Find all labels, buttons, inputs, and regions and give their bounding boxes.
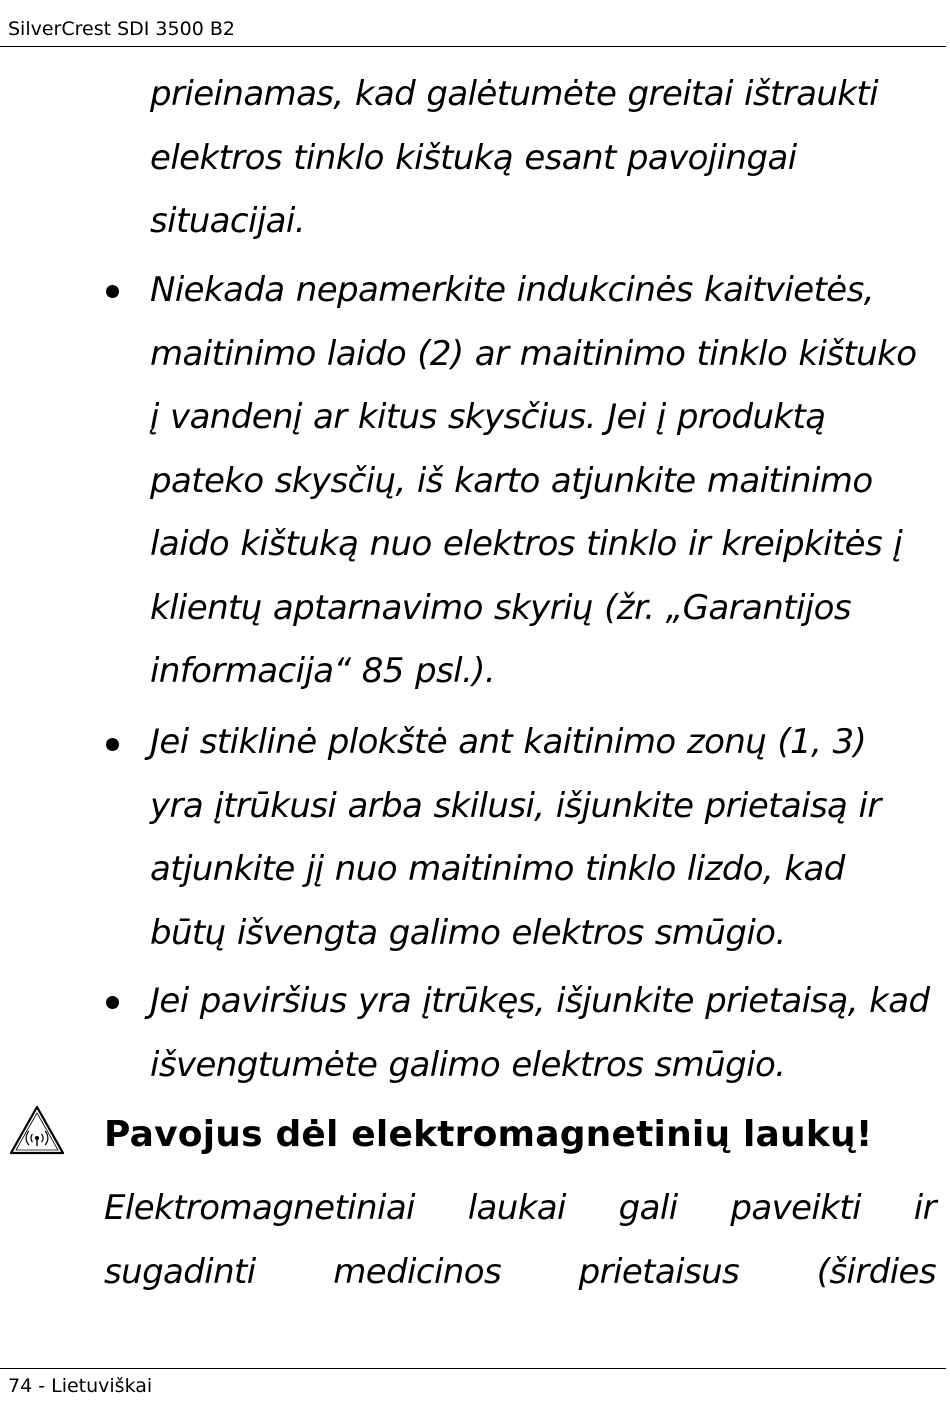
bullet-dot xyxy=(106,996,119,1009)
bullet-dot xyxy=(106,285,119,298)
bullet-paragraph-1 xyxy=(150,259,916,704)
bullet-paragraph-3 xyxy=(150,970,929,1097)
word: laukai xyxy=(467,1188,566,1228)
document-header: SilverCrest SDI 3500 B2 xyxy=(8,18,235,40)
text-line: Niekada nepamerkite indukcinės kaitvietės, xyxy=(150,270,874,310)
bullet-paragraph-2 xyxy=(150,711,881,965)
electromagnetic-warning-icon xyxy=(8,1104,66,1156)
warning-heading: Pavojus dėl elektromagnetinių laukų! xyxy=(104,1114,873,1155)
text-line: elektros tinklo kištuką esant pavojingai xyxy=(150,137,797,178)
text-line: maitinimo laido (2) ar maitinimo tinklo kištuko xyxy=(150,333,917,374)
text-line: pateko skysčių, iš karto atjunkite maitinimo xyxy=(150,460,873,501)
text-line: yra įtrūkusi arba skilusi, išjunkite prietaisą ir xyxy=(150,785,881,826)
header-rule xyxy=(0,46,946,47)
text-line: prieinamas, kad galėtumėte greitai ištraukti xyxy=(150,74,878,114)
text-line: išvengtumėte galimo elektros smūgio. xyxy=(150,1044,786,1085)
word: Elektromagnetiniai xyxy=(104,1188,415,1228)
text-line: į vandenį ar kitus skysčius. Jei į produktą xyxy=(150,397,826,437)
word: sugadinti xyxy=(104,1252,256,1292)
text-line: Jei stiklinė plokštė ant kaitinimo zonų (1, 3) xyxy=(150,722,867,762)
page-footer: 74 - Lietuviškai xyxy=(8,1375,153,1397)
word: (širdies xyxy=(816,1252,936,1292)
text-line: klientų aptarnavimo skyrių (žr. „Garantijos xyxy=(150,587,851,628)
bullet-dot xyxy=(106,738,119,751)
text-line: informacija“ 85 psl.). xyxy=(150,651,496,691)
word: ir xyxy=(913,1188,936,1228)
text-line: būtų išvengta galimo elektros smūgio. xyxy=(150,912,786,953)
word: medicinos xyxy=(333,1252,502,1292)
word: paveikti xyxy=(730,1188,861,1228)
footer-rule xyxy=(0,1368,946,1369)
text-line: laido kištuką nuo elektros tinklo ir kreipkitės į xyxy=(150,524,903,564)
text-line: situacijai. xyxy=(150,201,305,241)
text-line: atjunkite jį nuo maitinimo tinklo lizdo, kad xyxy=(150,849,845,889)
word: prietaisus xyxy=(578,1252,740,1292)
warning-paragraph-line-1 xyxy=(104,1188,936,1228)
warning-paragraph-line-2 xyxy=(104,1252,936,1292)
word: gali xyxy=(618,1188,678,1228)
text-line: Jei paviršius yra įtrūkęs, išjunkite prietaisą, kad xyxy=(150,981,930,1021)
intro-paragraph xyxy=(150,63,878,254)
